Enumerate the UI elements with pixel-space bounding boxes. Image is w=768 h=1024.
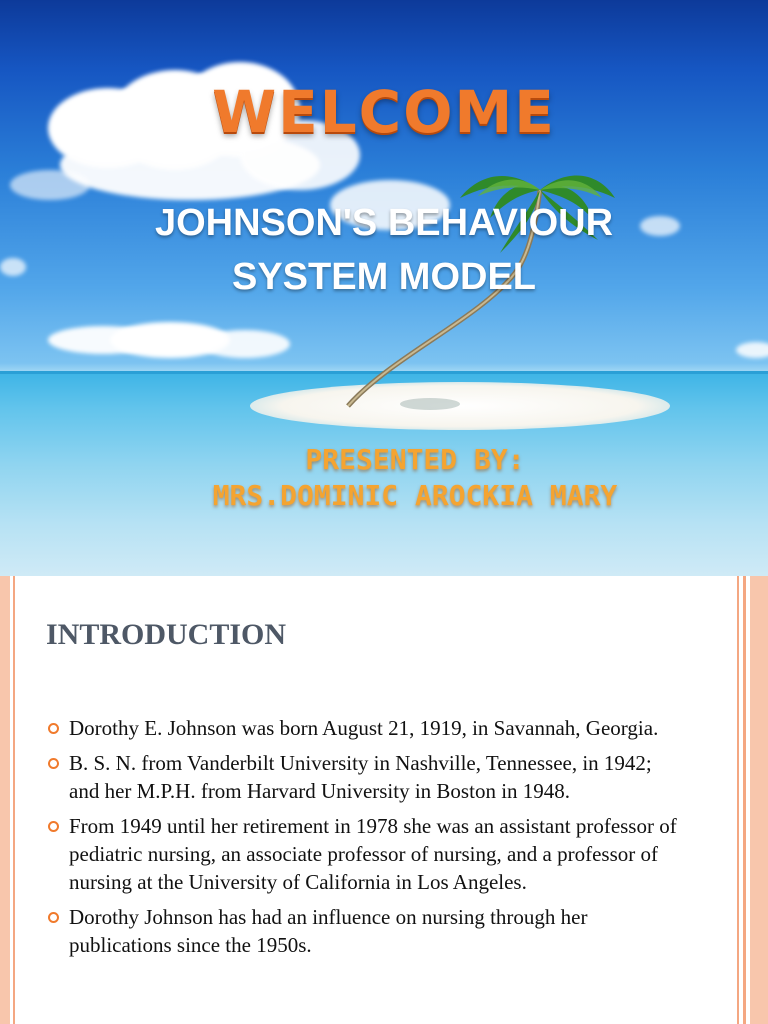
bullet-list — [46, 714, 686, 966]
slide-title — [0, 196, 768, 304]
right-border-bar — [750, 576, 768, 1024]
right-border-line-2 — [743, 576, 746, 1024]
presenter-block — [150, 442, 680, 514]
presenter-name: MRS.DOMINIC AROCKIA MARY — [212, 479, 618, 512]
welcome-title: WELCOME — [212, 78, 556, 146]
bullet-ring-icon — [48, 912, 59, 923]
bullet-text: Dorothy Johnson has had an influence on nursing through her publications since the 1950s. — [69, 905, 588, 957]
title-line-2: SYSTEM MODEL — [231, 256, 537, 298]
title-line-1: JOHNSON'S BEHAVIOUR — [154, 202, 614, 244]
bullet-text: B. S. N. from Vanderbilt University in Nashville, Tennessee, in 1942; and her M.P.H. from Harvard University in Boston in 1948. — [69, 751, 652, 803]
right-border-line-1 — [737, 576, 739, 1024]
bullet-ring-icon — [48, 758, 59, 769]
left-border-bar — [0, 576, 10, 1024]
bullet-ring-icon — [48, 821, 59, 832]
bullet-text: From 1949 until her retirement in 1978 she was an assistant professor of pediatric nursing, an associate professor of nursing, and a professor of nursing at the University of California in Los Angeles. — [69, 814, 677, 894]
list-item — [46, 812, 686, 896]
bullet-text: Dorothy E. Johnson was born August 21, 1919, in Savannah, Georgia. — [69, 716, 659, 740]
bullet-ring-icon — [48, 723, 59, 734]
introduction-slide — [0, 576, 768, 1024]
presented-by-label: PRESENTED BY: — [305, 443, 525, 476]
list-item — [46, 749, 686, 805]
list-item — [46, 903, 686, 959]
slide-heading: INTRODUCTION — [46, 618, 287, 651]
list-item — [46, 714, 686, 742]
left-border-line — [13, 576, 15, 1024]
